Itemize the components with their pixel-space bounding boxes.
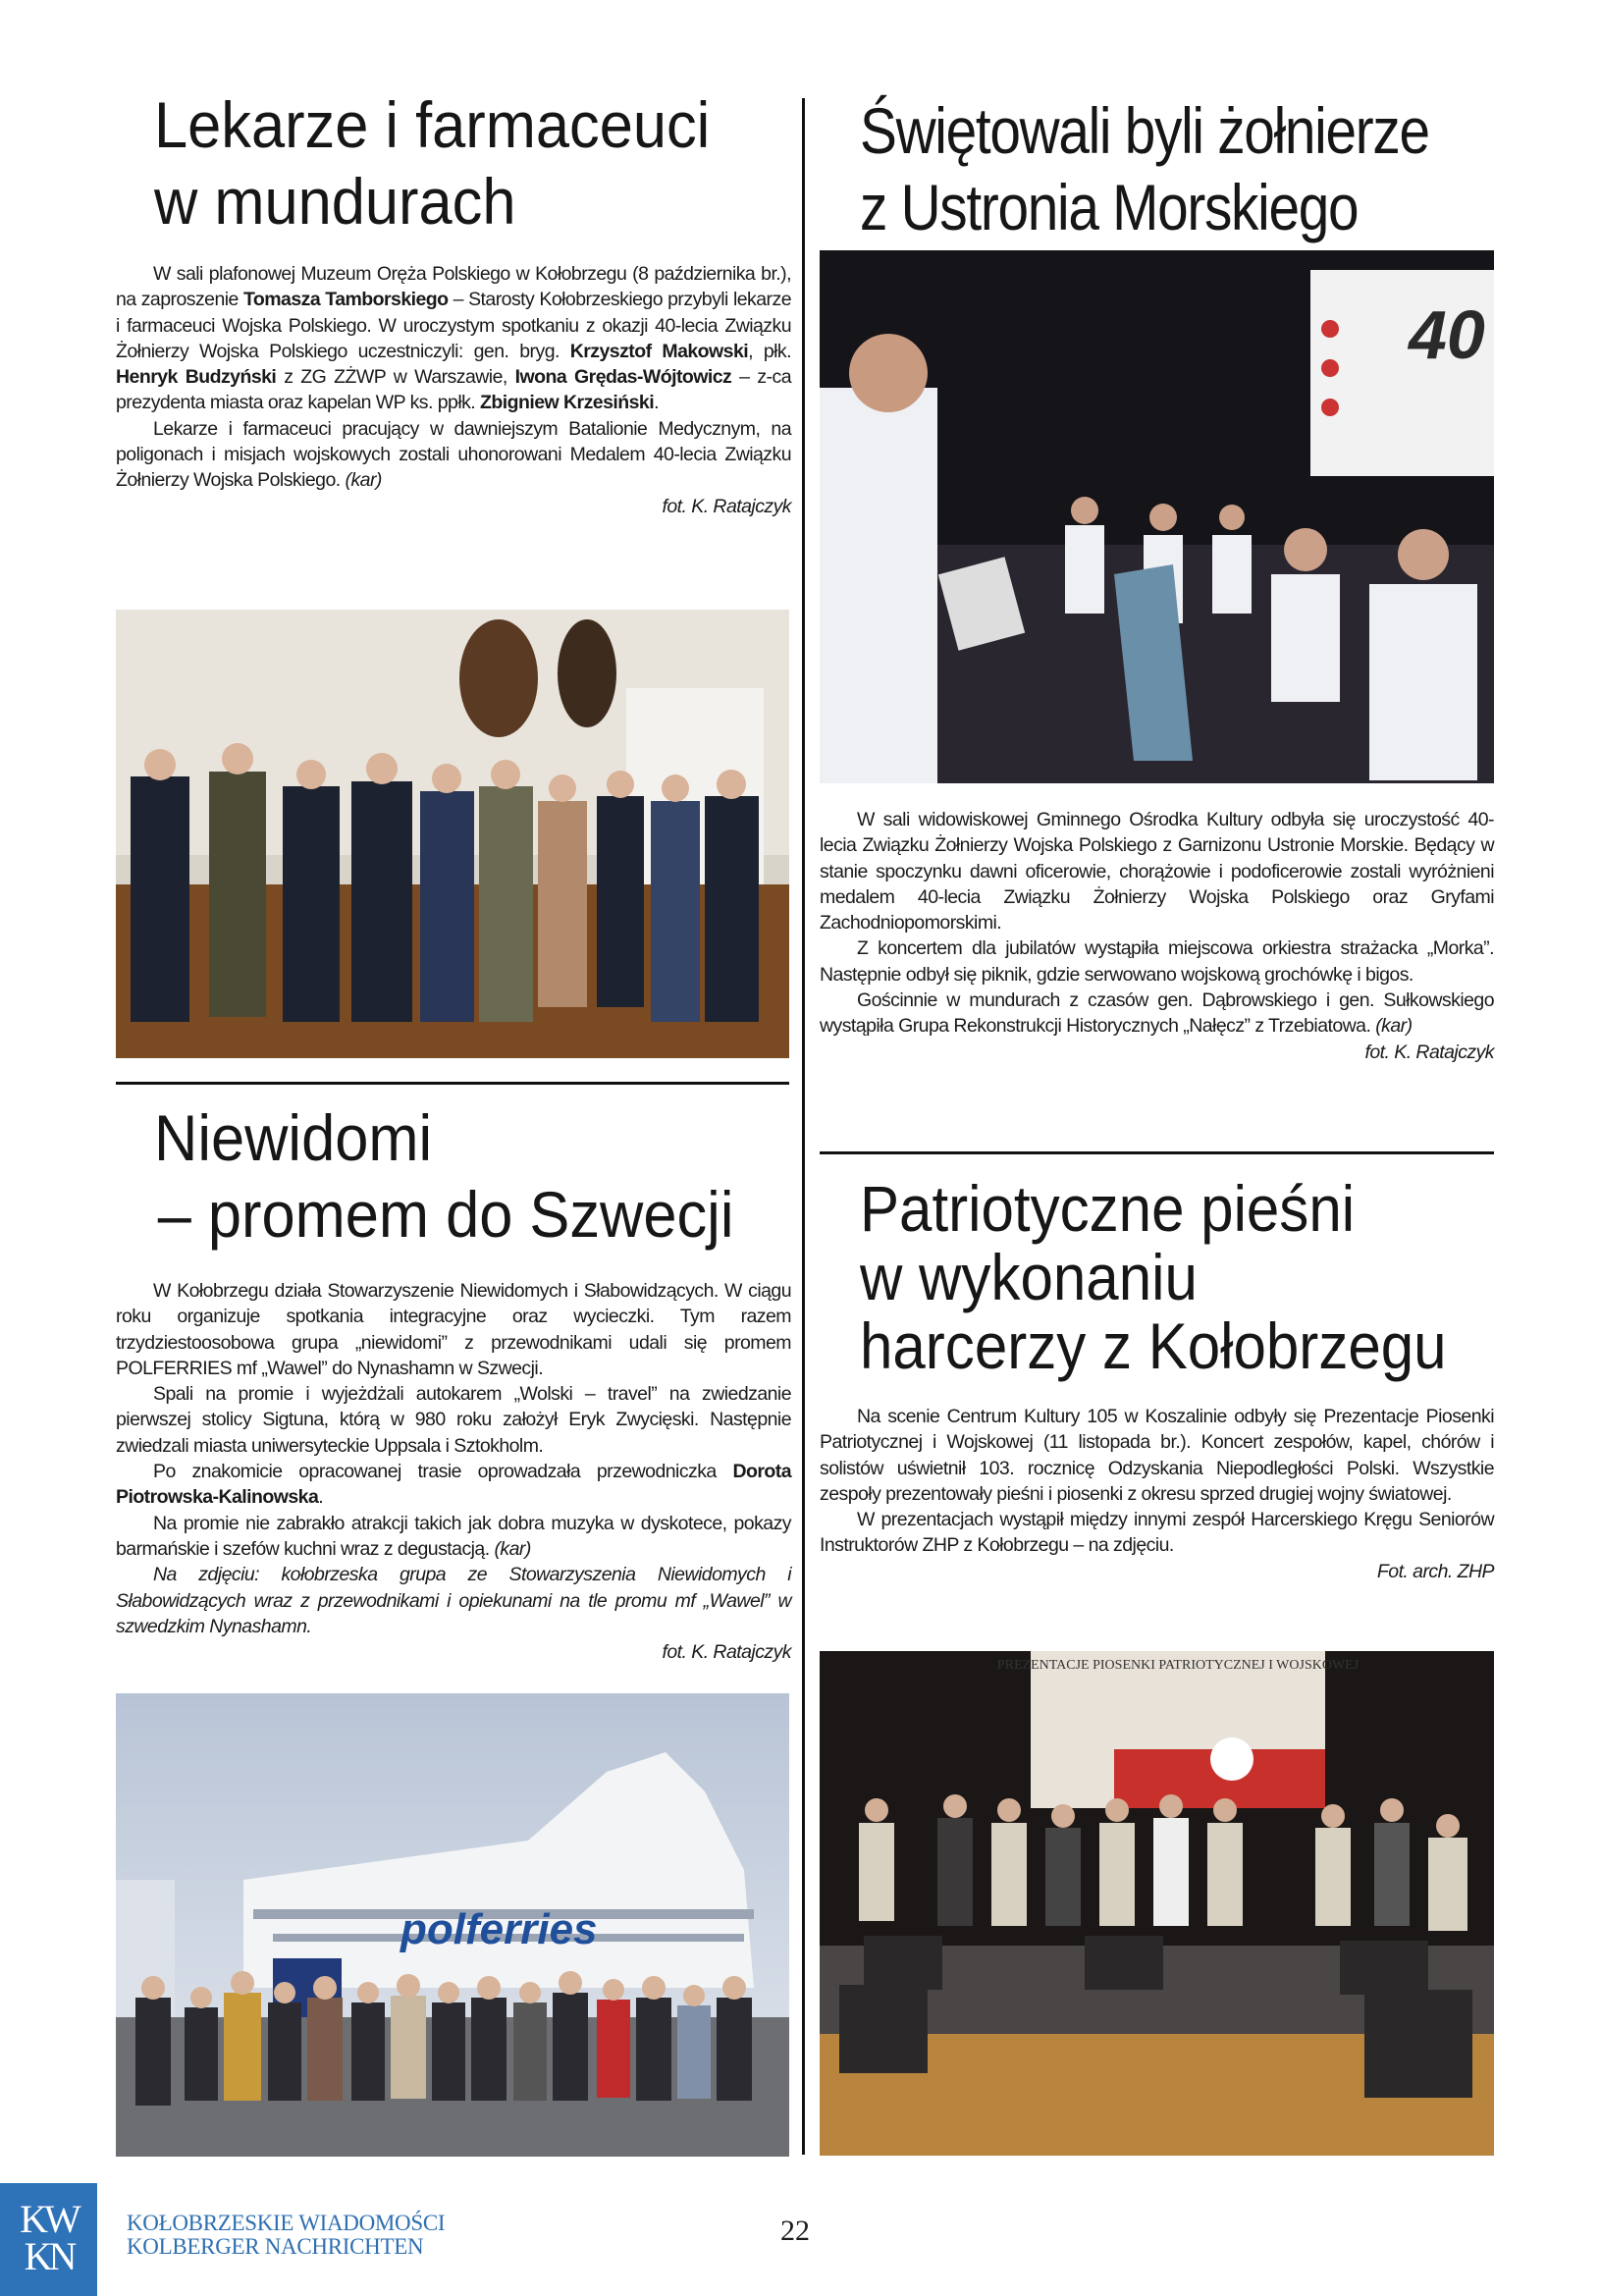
masthead (127, 2212, 445, 2259)
italic-text: (kar) (1375, 1015, 1413, 1038)
text-run: – Starosty Kołobrzeskiego przybyli lekarze i farmaceuci Wojska Polskiego. W uroczystym spotkaniu z okazji 40-lecia Związku Żołnierzy Wojska Polskiego uczestniczyli: gen. bryg. (116, 289, 791, 362)
title-line: harcerzy z Kołobrzegu (860, 1309, 1447, 1382)
paragraph (820, 1507, 1494, 1559)
page-number: 22 (780, 2215, 810, 2247)
photo-credit: fot. K. Ratajczyk (662, 1641, 791, 1664)
article-3-photo (820, 250, 1494, 783)
paragraph (820, 1404, 1494, 1507)
ferry-logo: polferries (400, 1905, 598, 1953)
text-run: W Kołobrzegu działa Stowarzyszenie Niewidomych i Słabowidzących. W ciągu roku organizuje spotkania integracyjne oraz wycieczki. Tym razem trzydziestoosobowa grupa „niewidomi” z przewodnikami udali się promem POLFERRIES mf „Wawel” do Nynashamn w Szwecji. (116, 1280, 791, 1379)
article-1-title (154, 86, 710, 240)
bold-name: Iwona Grędas-Wójtowicz (514, 366, 732, 389)
banner-anniversary-number: 40 (1409, 296, 1485, 373)
title-line: Świętowali byli żołnierze (860, 94, 1429, 167)
text-run: Lekarze i farmaceuci pracujący w dawniejszym Batalionie Medycznym, na poligonach i misjach wojskowych zostali uhonorowani Medalem 40-lecia Związku Żołnierzy Wojska Polskiego. (116, 417, 791, 492)
paragraph (820, 807, 1494, 935)
title-line: Patriotyczne pieśni (860, 1172, 1356, 1245)
paragraph (820, 935, 1494, 988)
paragraph (116, 261, 791, 416)
paragraph (116, 1278, 791, 1381)
text-run: Gościnnie w mundurach z czasów gen. Dąbrowskiego i gen. Sułkowskiego wystąpiła Grupa Rekonstrukcji Historycznych „Nałęcz” z Trzebiatowa. (820, 989, 1494, 1038)
title-line: z Ustronia Morskiego (860, 171, 1359, 243)
bold-name: Henryk Budzyński (116, 366, 277, 389)
bold-name: Tomasza Tamborskiego (242, 289, 449, 311)
article-1-body (116, 261, 791, 519)
article-2-body (116, 1278, 791, 1665)
text-run: – z-ca prezydenta miasta oraz kapelan WP ks. ppłk. (116, 366, 791, 414)
text-run: W sali widowiskowej Gminnego Ośrodka Kultury odbyła się uroczystość 40-lecia Związku Żołnierzy Wojska Polskiego z Garnizonu Ustronie Morskie. Będący w stanie spoczynku dawni oficerowie, chorążowie i podoficerowie zostali wyróżnieni medalem 40-lecia Związku Żołnierzy Wojska Polskiego oraz Gryfami Zachodniopomorskimi. (820, 809, 1494, 934)
title-line: Lekarze i farmaceuci (154, 88, 711, 161)
paragraph (116, 1562, 791, 1639)
article-4-photo (820, 1651, 1494, 2156)
paragraph (820, 988, 1494, 1040)
bold-name: Zbigniew Krzesiński (480, 392, 655, 414)
text-run: W prezentacjach wystąpił między innymi zespół Harcerskiego Kręgu Seniorów Instruktorów ZHP z Kołobrzegu – na zdjęciu. (820, 1509, 1494, 1557)
article-3-body (820, 807, 1494, 1065)
text-run: . (654, 392, 659, 414)
italic-text: Na zdjęciu: kołobrzeska grupa ze Stowarzyszenia Niewidomych i Słabowidzących wraz z przewodnikami i opiekunami na tle promu mf „Wawel” w szwedzkim Nynashamn. (116, 1564, 791, 1637)
article-4-title (860, 1174, 1447, 1380)
article-2-photo (116, 1693, 789, 2157)
text-run: . (318, 1486, 324, 1509)
article-3-title (860, 92, 1429, 245)
article-2-title (154, 1099, 733, 1253)
paragraph (116, 416, 791, 494)
article-4-body (820, 1404, 1494, 1584)
masthead-polish: KOŁOBRZESKIE WIADOMOŚCI (127, 2211, 446, 2235)
paragraph (116, 1459, 791, 1511)
masthead-german: KOLBERGER NACHRICHTEN (127, 2234, 424, 2259)
text-run: Na scenie Centrum Kultury 105 w Koszalinie odbyły się Prezentacje Piosenki Patriotycznej i Wojskowej (11 listopada br.). Koncert zespołów, kapel, chórów i solistów uświetnił 103. rocznicę Odzyskania Niepodległości Polski. Wszystkie zespoły prezentowały pieśni i piosenki z okresu sprzed drugiej wojny światowej. (820, 1406, 1494, 1505)
text-run: Z koncertem dla jubilatów wystąpiła miejscowa orkiestra strażacka „Morka”. Następnie odbył się piknik, gdzie serwowano wojskową grochówkę i bigos. (820, 937, 1494, 986)
text-run: W sali plafonowej Muzeum Oręża Polskiego w Kołobrzegu (8 października br.), na zaproszenie (116, 263, 791, 311)
bold-name: Krzysztof Makowski (569, 340, 749, 362)
stage-banner-text: PREZENTACJE PIOSENKI PATRIOTYCZNEJ I WOJSKOWEJ (996, 1658, 1360, 1673)
title-line: w wykonaniu (860, 1241, 1198, 1313)
column-divider (802, 98, 805, 2155)
section-divider (820, 1151, 1494, 1154)
bold-name: Dorota Piotrowska-Kalinowska (116, 1461, 791, 1509)
photo-credit: fot. K. Ratajczyk (1364, 1041, 1494, 1063)
italic-text: (kar) (494, 1537, 531, 1560)
title-line: Niewidomi (154, 1101, 433, 1174)
paragraph (116, 1511, 791, 1563)
text-run: z ZG ZŻWP w Warszawie, (276, 366, 515, 389)
photo-credit: fot. K. Ratajczyk (662, 495, 791, 517)
title-line: – promem do Szwecji (157, 1178, 734, 1251)
publication-logo: KW KN (0, 2183, 97, 2296)
text-run: Na promie nie zabrakło atrakcji takich jak dobra muzyka w dyskotece, pokazy barmańskie i szefów kuchni wraz z degustacją. (116, 1512, 791, 1560)
italic-text: (kar) (345, 469, 382, 492)
article-1-photo (116, 610, 789, 1058)
photo-credit: Fot. arch. ZHP (1376, 1560, 1494, 1582)
text-run: Po znakomicie opracowanej trasie oprowadzała przewodniczka (153, 1461, 733, 1483)
text-run: Spali na promie i wyjeżdżali autokarem „Wolski – travel” na zwiedzanie pierwszej stolicy Sigtuna, którą w 980 roku założył Eryk Zwycięski. Następnie zwiedzali miasta uniwersyteckie Uppsala i Sztokholm. (116, 1383, 791, 1457)
section-divider (116, 1082, 789, 1085)
text-run: , płk. (748, 340, 791, 362)
title-line: w mundurach (154, 165, 516, 238)
paragraph (116, 1381, 791, 1459)
